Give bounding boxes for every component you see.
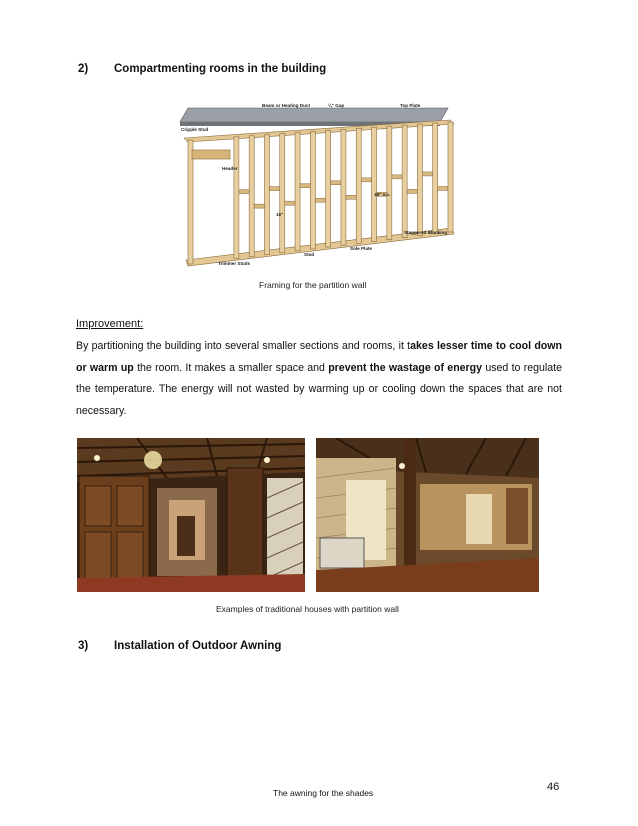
blocking — [438, 186, 448, 190]
stud — [326, 130, 331, 247]
stud — [310, 132, 315, 249]
blocking — [285, 201, 295, 205]
section-number: 2) — [78, 63, 89, 75]
framing-caption: Framing for the partition wall — [259, 280, 367, 290]
stud — [402, 125, 407, 237]
stud — [433, 123, 438, 234]
stud — [280, 134, 285, 253]
stud — [387, 126, 392, 239]
label-dim2: 16" o.c. — [374, 192, 391, 197]
stud — [372, 127, 377, 241]
section-2-heading — [78, 63, 326, 75]
section-title: Compartmenting rooms in the building — [114, 63, 327, 75]
para-bold-1: akes lesser time to cool down or warm up — [76, 340, 562, 374]
improvement-paragraph — [76, 336, 562, 422]
para-text-1: By partitioning the building into several smaller sections and rooms, it t — [76, 340, 411, 352]
stud — [234, 137, 239, 259]
para-text-2: the room. It makes a smaller space and — [133, 361, 329, 374]
houses-caption: Examples of traditional houses with partition wall — [216, 604, 399, 614]
page-number: 46 — [547, 781, 560, 793]
blocking — [269, 187, 279, 191]
beam-shape — [180, 108, 448, 122]
stud — [417, 124, 422, 236]
house-photo-left — [77, 438, 305, 592]
blocking — [300, 184, 310, 188]
stud — [448, 122, 453, 232]
label-beam: Beam or Heating Duct — [262, 103, 310, 108]
blocking — [361, 178, 371, 182]
blocking — [239, 190, 249, 194]
stud — [295, 133, 300, 251]
improvement-title: Improvement: — [76, 318, 144, 330]
label-header: Header — [222, 166, 238, 171]
awning-caption: The awning for the shades — [273, 788, 374, 798]
label-top-plate: Top Plate — [400, 103, 421, 108]
blocking — [392, 175, 402, 179]
label-cripple: Cripple Stud — [181, 127, 209, 132]
stud — [264, 135, 269, 255]
section-3-heading — [78, 640, 281, 652]
blocking — [407, 189, 417, 193]
label-sole: Sole Plate — [350, 246, 372, 251]
blocking — [331, 181, 341, 185]
label-trimmer: Trimmer Studs — [218, 261, 251, 266]
label-gap: ¼" Gap — [328, 103, 345, 108]
blocking — [422, 172, 432, 176]
label-blocking: Staggered Blocking — [404, 230, 448, 235]
para-text-3: used to regulate the temperature. The energy will not wasted by warming up or cooling down the spaces that are not necessary. — [76, 361, 562, 417]
label-stud: Stud — [304, 252, 315, 257]
house-photo-right — [316, 438, 539, 592]
stud — [249, 136, 254, 257]
section-title: Installation of Outdoor Awning — [114, 640, 282, 652]
header-shape — [192, 150, 230, 159]
stud — [341, 129, 346, 245]
blocking — [346, 195, 356, 199]
framing-diagram — [178, 100, 460, 270]
section-number: 3) — [78, 640, 89, 652]
label-dim1: 16" — [276, 212, 284, 217]
blocking — [254, 204, 264, 208]
para-bold-2: prevent the wastage of energy — [328, 361, 483, 374]
blocking — [315, 198, 325, 202]
stud — [356, 128, 361, 243]
stud-group — [188, 122, 453, 264]
